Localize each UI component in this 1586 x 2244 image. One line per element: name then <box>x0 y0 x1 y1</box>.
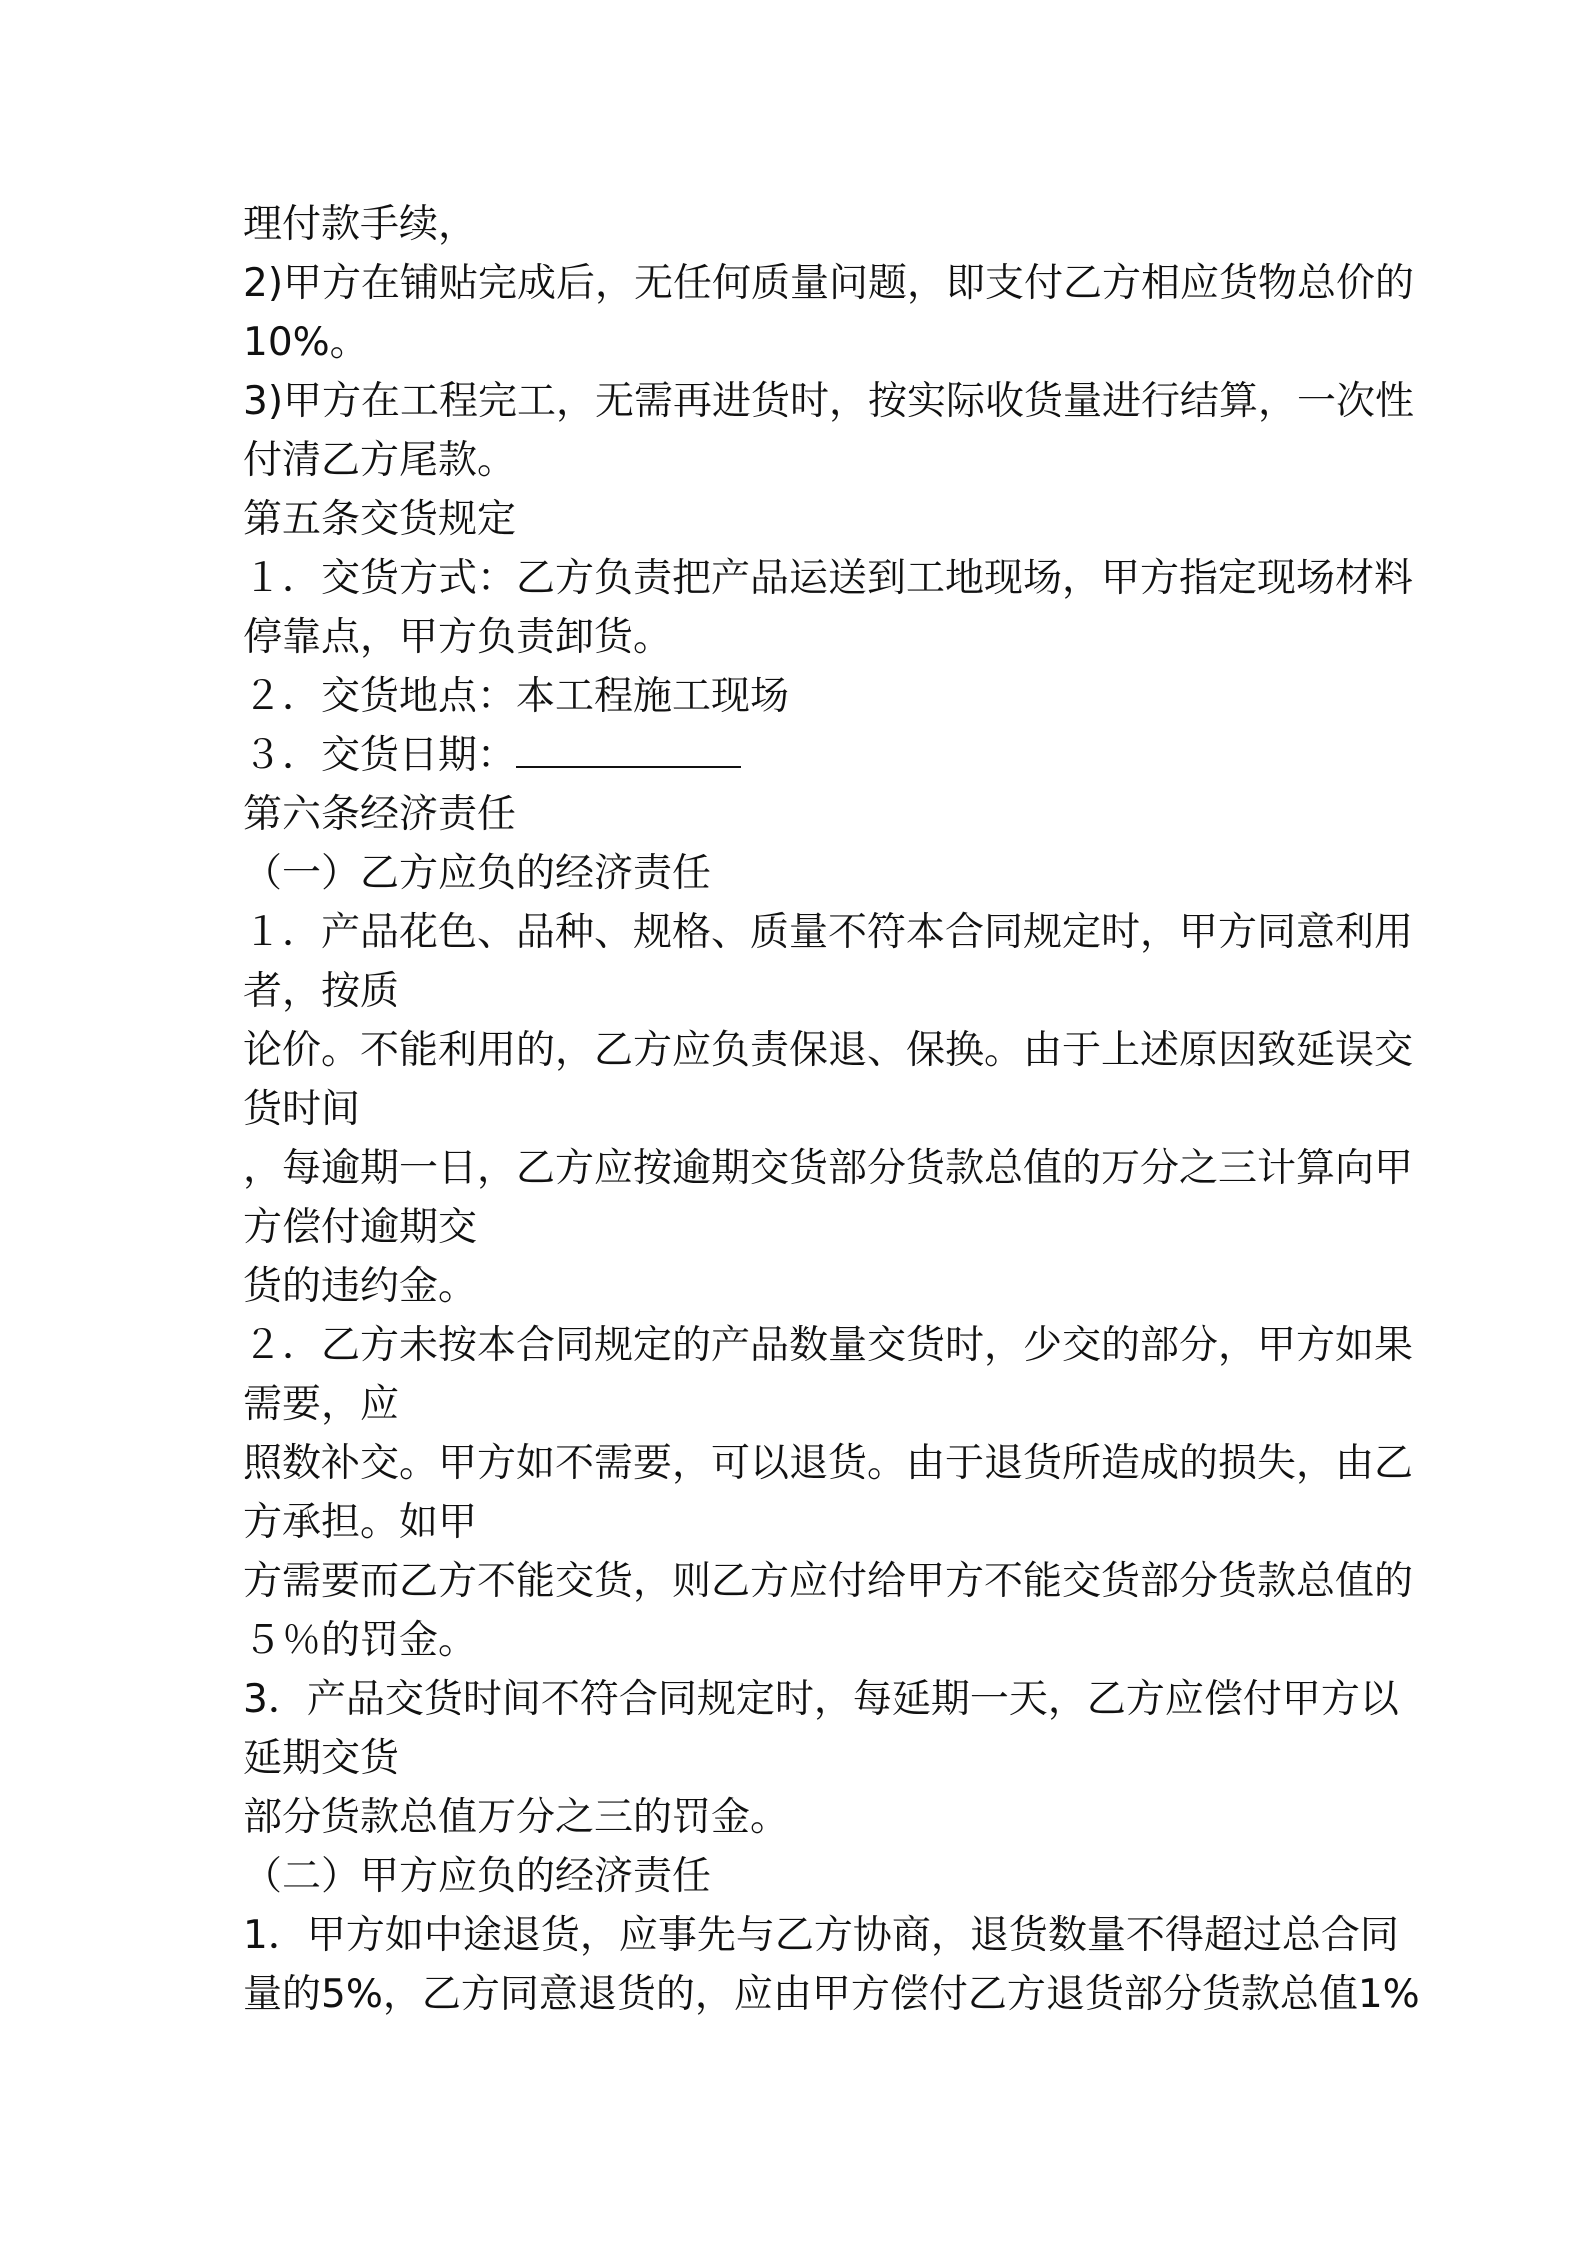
text-line: 论价。不能利用的，乙方应负责保退、保换。由于上述原因致延误交 <box>243 1028 1414 1073</box>
text-line: ５％的罚金。 <box>243 1618 478 1663</box>
blank-fill-line <box>516 736 741 768</box>
text-line: 者，按质 <box>243 969 400 1014</box>
text-line: 延期交货 <box>243 1736 400 1781</box>
text-line: ２．乙方未按本合同规定的产品数量交货时，少交的部分，甲方如果 <box>243 1323 1414 1368</box>
text-line: １．交货方式：乙方负责把产品运送到工地现场，甲方指定现场材料 <box>243 556 1414 601</box>
text-line: 方需要而乙方不能交货，则乙方应付给甲方不能交货部分货款总值的 <box>243 1559 1414 1604</box>
text-line: 部分货款总值万分之三的罚金。 <box>243 1795 790 1840</box>
text-line: 照数补交。甲方如不需要，可以退货。由于退货所造成的损失，由乙 <box>243 1441 1414 1486</box>
text-line: 货的违约金。 <box>243 1264 478 1309</box>
section-heading: （一）乙方应负的经济责任 <box>243 851 712 896</box>
text-line: 方偿付逾期交 <box>243 1205 478 1250</box>
text-line: 量的5%，乙方同意退货的，应由甲方偿付乙方退货部分货款总值1% <box>243 1972 1420 2017</box>
text-line: １．产品花色、品种、规格、质量不符本合同规定时，甲方同意利用 <box>243 910 1414 955</box>
text-line: 货时间 <box>243 1087 361 1132</box>
text-line: 方承担。如甲 <box>243 1500 478 1545</box>
text-line: 理付款手续， <box>243 202 478 247</box>
text-line: 1．甲方如中途退货，应事先与乙方协商，退货数量不得超过总合同 <box>243 1913 1399 1958</box>
text-line: ，每逾期一日，乙方应按逾期交货部分货款总值的万分之三计算向甲 <box>243 1146 1414 1191</box>
document-body <box>243 195 1420 2024</box>
text-line: 停靠点，甲方负责卸货。 <box>243 615 673 660</box>
section-heading: （二）甲方应负的经济责任 <box>243 1854 712 1899</box>
text-line: 10%。 <box>243 320 369 365</box>
article-heading: 第五条交货规定 <box>243 497 517 542</box>
text-line: 3．产品交货时间不符合同规定时，每延期一天，乙方应偿付甲方以 <box>243 1677 1399 1722</box>
text-line: 3)甲方在工程完工，无需再进货时，按实际收货量进行结算，一次性 <box>243 379 1415 424</box>
delivery-date-line <box>243 726 1363 785</box>
text-line: 付清乙方尾款。 <box>243 438 517 483</box>
delivery-date-label: ３．交货日期： <box>243 733 517 778</box>
text-line: 2)甲方在铺贴完成后，无任何质量问题，即支付乙方相应货物总价的 <box>243 261 1415 306</box>
text-line: ２．交货地点：本工程施工现场 <box>243 674 790 719</box>
text-line: 需要，应 <box>243 1382 400 1427</box>
article-heading: 第六条经济责任 <box>243 792 517 837</box>
